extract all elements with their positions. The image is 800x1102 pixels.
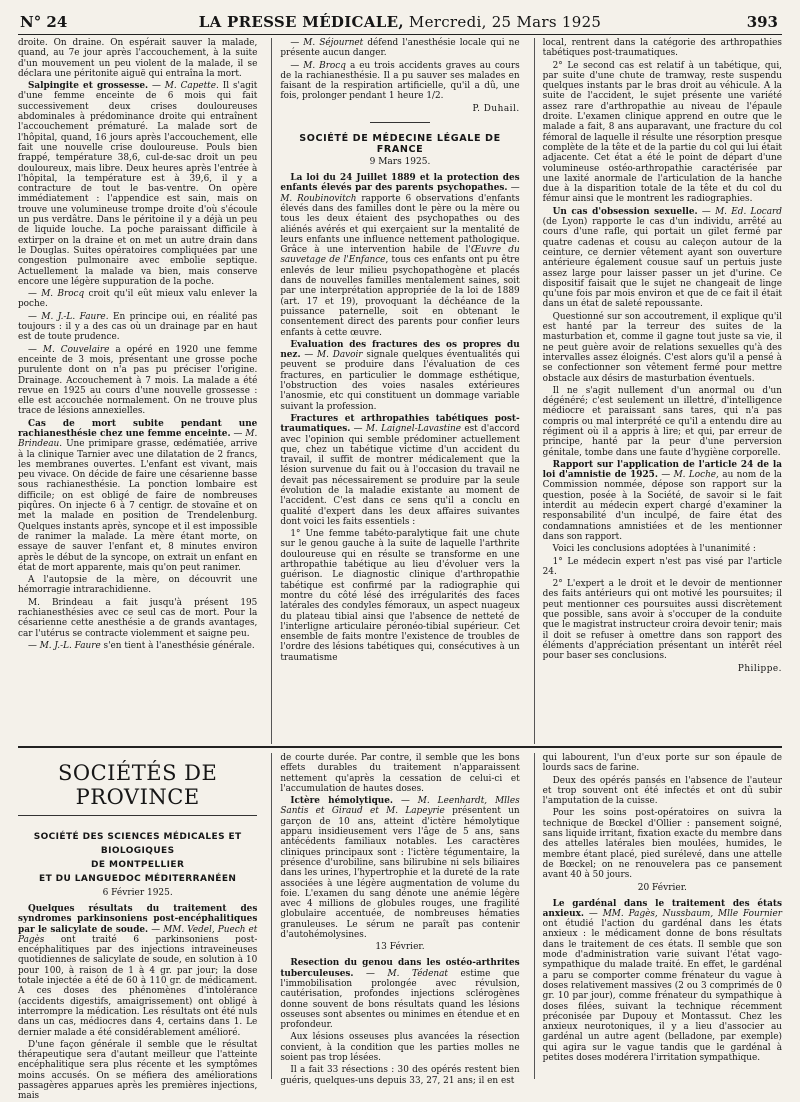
section-divider [18,746,782,748]
section-date: 6 Février 1925. [102,888,173,898]
article-author: — M. J.-L. Faure [28,640,101,651]
paragraph: Il a fait 33 résections : 30 des opérés restent bien guéris, quelques-uns depuis 33, 27, 21 ans; il en est [280,1065,520,1086]
upper-section [18,38,782,744]
paragraph-text: Il s'agit d'une femme enceinte de 6 mois qui fait successivement deux crises douloureuses abdominales à prédominance droite qui entraînent l'accouchement prématuré. La malade sort de l'hôpital, quand, 16 jours après l'accouchement, elle fait une nouvelle crise douloureuse. Pouls bien frappé, température 38,6, cul-de-sac droit un peu douloureux, mais libre. Deux heures après l'entrée à l'hôpital, la température est à 39,6, il y a contracture de tout le bas-ventre. On opère immédiatement : l'appendice est sain, mais on trouve une volumineuse trompe droite d'où s'écoule un pus verdâtre. Dans le péritoine il y a déjà un peu de liquide louche. La poche paraissant difficile à extirper on la draine et on met un autre drain dans le Douglas. Suites opératoires compliquées par une congestion pulmonaire avec embolie septique. Actuellement la malade va bien, mais conserve encore une légère suppuration de la poche. [18,81,258,287]
article-author: — MM. Pagès, Nussbaum, Mlle Fournier [588,908,782,919]
signature: P. Duhail. [472,103,520,114]
article-author: — M. Ed. Locard [701,206,782,217]
paragraph: droite. On draine. On espérait sauver la malade, quand, au 7e jour après l'accouchement, à la suite d'un mouvement un peu violent de la malade, il se déclara une péritonite aiguë qui entraîna la mort. [18,38,258,79]
article-author: — M. Loche, [661,470,719,481]
section-date: 13 Février. [375,942,425,953]
lower-section [18,753,782,1102]
article-author: — M. J.-L. Faure. [28,311,109,322]
paragraph [18,904,257,1038]
paragraph: 1° Une femme tabéto-paralytique fait une chute sur le genou gauche à la suite de laquelle l'arthrite douloureuse qui en résulte se transforme en une arthropathie tabétique au lieu d'évoluer vers la guérison. Le diagnostic clinique d'arthropathie tabétique est confirmé par la radiographie qui montre du côté lésé des irrégularités des faces latérales des condyles fémoraux, un aspect nuageux du plateau tibial ainsi que l'absence de netteté de l'interligne articulaire péronéo-tibial supérieur. Cet ensemble de faits montre l'existence de troubles de l'ordre des lésions tabétiques qui, consécutives à un traumatisme [280,529,520,663]
society-heading-line-3: ET DU LANGUEDOC MÉDITERRANÉEN [39,874,237,884]
paragraph [18,312,257,343]
paragraph-text: défend l'anesthésie locale qui ne présente aucun danger. [280,38,520,59]
article-author: — M. Brocq [290,60,346,71]
article-author: — M. Roubinovitch [280,183,520,204]
page-number: 393 [746,13,778,31]
paragraph [280,173,519,338]
paragraph [280,61,519,102]
paragraph [280,796,519,940]
signature: Philippe. [737,663,782,674]
paragraph-text: croit qu'il eût mieux valu enlever la poche. [18,289,258,310]
paragraph [18,81,257,287]
paragraph-text: , tous ces enfants ont pu être enlevés de leur milieu psychopathogène et placés dans de nouvelles familles mentalement saines, soit par une interprétation appropriée de la loi de 1889 (art. 17 et 19), provoquant la déchéance de la puissance paternelle, soit en obtenant le consentement direct des parents pour confier leurs enfants à cette œuvre. [280,255,520,338]
paragraph-text: En principe oui, en réalité pas toujours : il y a des cas où un drainage par en haut est de toute prudence. [18,311,258,343]
section-heading: SOCIÉTÉS DE PROVINCE [57,761,218,809]
paragraph-text: est d'accord avec l'opinion qui semble prédominer actuellement que, chez un tabétique victime d'un accident du travail, il suffit de montrer médicalement que la lésion survenue du fait ou à l'occasion du travail ne devait pas nécessairement se produire par la seule évolution de la maladie existante au moment de l'accident. C'est dans ce sens qu'il a conclu en qualité d'expert dans les deux affaires suivantes dont voici les faits essentiels : [280,424,520,527]
paragraph [18,345,257,417]
section-date: 9 Mars 1925. [369,157,431,168]
paragraph: Aux lésions osseuses plus avancées la résection convient, à la condition que les parties molles ne soient pas trop lésées. [280,1032,520,1064]
paragraph: 2° L'expert a le droit et le devoir de mentionner des faits antérieurs qui ont motivé les poursuites; il peut mentionner ces poursuites aussi discrètement que possible, sans avoir à s'occuper de la conduite que le magistrat instructeur croira devoir tenir; mais il doit se refuser à omettre dans son rapport des éléments d'appréciation présentant un intérêt réel pour baser ses conclusions. [542,579,782,662]
paragraph: de courte durée. Par contre, il semble que les bons effets durables du traitement n'apparaissent nettement qu'après la cessation de celui-ci et l'accumulation de hautes doses. [280,753,520,794]
divider [18,815,257,816]
journal-title [18,10,782,34]
article-title: Un cas d'obsession sexuelle. [552,206,698,217]
paragraph-text: rapporte 6 observations d'enfants élevés dans des familles dont le père ou la mère ou tous les deux étaient des psychopathes ou des aliénés avérés et qui exerçaient sur la mentalité de leurs enfants une influence nettement pathologique. Grâce à une intervention habile de l' [280,193,520,256]
paragraph: Deux des opérés pansés en l'absence de l'auteur et trop souvent ont été infectés et ont dû subir l'amputation de la cuisse. [542,775,782,807]
paragraph-text: présentent un garçon de 10 ans, atteint d'ictère hémolytique apparu insidieusement vers l'âge de 5 ans, sans antécédents familiaux notables. Les caractères cliniques principaux sont : l'ictère tégumentaire, la présence d'urobiline, sans bilirubine ni sels biliaires dans les urines, l'hypertrophie et la dureté de la rate associées à une légère augmentation de volume du foie. L'examen du sang dénote une anémie légère avec 4 millions de globules rouges, une fragilité globulaire accentuée, de nombreuses hématies granuleuses. Le sérum ne paraît pas contenir d'autohémolysines. [280,806,520,941]
article-title: Cas de mort subite pendant une rachianesthésie chez une femme enceinte. [18,418,258,439]
paragraph-text: a eu trois accidents graves au cours de la rachianesthésie. Il a pu sauver ses malades en faisant de la respiration artificielle, qu'il a dû, une fois, prolonger pendant 1 heure 1/2. [280,60,520,102]
article-title: Le gardénal dans le traitement des états anxieux. [542,898,782,919]
article-author: — M. Tédenat [366,968,448,979]
paragraph-text: s'en tient à l'anesthésie générale. [100,640,255,651]
column-2 [271,38,519,744]
paragraph: qui labourent, l'un d'eux porte sur son épaule de lourds sacs de farine. [542,753,782,774]
article-author: — MM. Vedel, Puech et Pagès [18,924,258,945]
paragraph: M. Brindeau a fait jusqu'à présent 195 rachianesthésies avec ce seul cas de mort. Pour la césarienne cette anesthésie a de grands avantages, car l'utérus se contracte violemment et saigne peu. [18,597,258,639]
paragraph [543,460,782,542]
article-title: Fractures et arthropathies tabétiques post-traumatiques. [280,413,520,435]
section-title: SOCIÉTÉ DE MÉDECINE LÉGALE DE FRANCE [299,133,501,156]
column-1 [18,38,257,744]
issue-number: N° 24 [20,13,68,31]
article-author: — M. Séjournet [290,38,364,48]
bottom-column-1 [18,753,258,1102]
bottom-column-2 [271,753,520,1086]
article-title: Resection du genou dans les ostéo-arthrites tuberculeuses. [280,958,520,979]
society-heading-line-1: SOCIÉTÉ DES SCIENCES MÉDICALES ET BIOLOGIQUES [33,832,242,856]
paragraph [543,899,782,1064]
society-heading-line-2: DE MONTPELLIER [91,860,185,870]
article-author: — M. Leenhardt, Mlles Santis et Giraud et M. Lapeyrie [280,796,520,817]
paragraph [18,289,257,310]
paragraph: Pour les soins post-opératoires on suivra la technique de Bœckel d'Ollier : pansement soigné, sans liquide irritant, fixation exacte du membre dans des attelles latérales bien moulées, humides, le membre étant placé, pied surélevé, dans une attelle de Bœckel; on ne renouvelera pas ce pansement avant 40 à 50 jours. [542,808,782,881]
article-author: — M. Davoir [304,350,363,361]
paragraph-text: au nom de la Commission nommée, dépose son rapport sur la question, posée à la Société, de savoir si le fait interdit au médecin expert chargé d'examiner la responsabilité d'un inculpé, de faire état des condamnations amnistiées et de les mentionner dans son rapport. [542,470,782,542]
paragraph: local, rentrent dans la catégorie des arthropathies tabétiques post-traumatiques. [542,38,782,59]
article-title: Ictère hémolytique. [290,796,393,807]
paragraph: Voici les conclusions adoptées à l'unanimité : [552,544,756,555]
divider [370,122,430,123]
paragraph-text: estime que l'immobilisation prolongée avec révulsion, cautérisation, profondes injections sclérogènes donne souvent de bons résultats quand les lésions osseuses sont absentes ou minimes en étendue et en profondeur. [280,968,520,1031]
paragraph: A l'autopsie de la mère, on découvrit une hémorragie intrarachidienne. [18,575,258,596]
page-header [18,10,782,35]
paragraph: D'une façon générale il semble que le résultat thérapeutique sera d'autant meilleur que l'atteinte encéphalitique sera plus récente et les symptômes moins accusés. On se méfiera des améliorations passagères apparues après les premières injections, mais [18,1039,258,1102]
journal-name: LA PRESSE MÉDICALE, [198,13,404,31]
article-title: Quelques résultats du traitement des syndromes parkinsoniens post-encéphalitiques par le salicylate de soude. [18,904,258,935]
paragraph [18,419,257,573]
paragraph: Questionné sur son accoutrement, il explique qu'il est hanté par la terreur des suites de la masturbation et, comme il gagne tout juste sa vie, il ne peut guère avoir de relations sexuelles qu'à des intervalles assez éloignés. C'est alors qu'il a pensé à se confectionner son vêtement fermé pour mettre obstacle aux désirs de masturbation éventuels. [542,311,782,384]
paragraph: 2° Le second cas est relatif à un tabétique, qui, par suite d'une chute de tramway, reste suspendu quelques instants par le bras droit au véhicule. A la suite de l'accident, le sujet présente une variété assez rare d'arthropathie au niveau de l'épaule droite. L'examen clinique apprend en outre que le malade a fait, 8 ans auparavant, une fracture du col fémoral de laquelle il résulte une résorption presque complète de la tête et de la partie du col qui lui était adjacente. Cet état a été le point de départ d'une volumineuse ostéo-arthropathie caractérisée par une laxité anormale de l'articulation de la hanche due à la disparition totale de la tête et du col du fémur ainsi que le montrent les radiographies. [542,60,782,205]
article-author: — M. Brocq [28,289,85,300]
article-author: — M. Capette. [152,81,219,92]
paragraph [18,641,257,651]
paragraph-text: a opéré en 1920 une femme enceinte de 3 mois, présentant une grosse poche purulente dont on n'a pas pu préciser l'origine. Drainage. Accouchement à 7 mois. La malade a été revue en 1925 au cours d'une nouvelle grossesse : elle est accouchée normalement. On ne trouve plus trace de lésions annexielles. [18,344,258,417]
issue-date: Mercredi, 25 Mars 1925 [408,13,602,31]
paragraph [280,38,519,59]
paragraph [280,340,519,412]
paragraph-text: ont étudié l'action du gardénal dans les états anxieux : le médicament donne de bons résultats dans le traitement de ces états. Il semble que son mode d'administration varie suivant l'état vago-sympathique du malade traité. En effet, le gardénal a paru se comporter comme frénateur du vague à doses relativement massives (2 ou 3 comprimés de 0 gr. 10 par jour), comme frénateur du sympathique à doses filées, suivant la technique récemment préconisée par Dupouy et Montassut. Chez les anxieux neurotoniques, il y a lieu d'associer au gardénal un autre agent (belladone, par exemple) qui agira sur le vague tandis que le gardénal à petites doses modérera l'irritation sympathique. [542,919,782,1064]
paragraph [280,958,519,1030]
section-date: 20 Février. [637,882,687,893]
article-author: — M. Laignel-Lavastine [353,424,461,435]
column-3 [534,38,782,744]
paragraph-text: signale quelques éventualités qui peuvent se produire dans l'évaluation de ces fractures, en particulier le dommage esthétique, l'obstruction des voies nasales extérieures l'anosmie, etc qui constituent un dommage variable suivant la profession. [280,350,520,412]
article-title: Evaluation des fractures des os propres du nez. [280,339,520,361]
paragraph: 1° Le médecin expert n'est pas visé par l'article 24. [542,556,782,577]
article-author: — M. Brindeau. [18,428,258,450]
article-title: La loi du 24 Juillet 1889 et la protection des enfants élevés par des parents psychopathes. [280,173,520,194]
article-title: Salpingite et grossesse. [28,81,149,92]
italic-text: Œuvre du sauvetage de l'Enfance [280,245,520,266]
paragraph-text: Une primipare grasse, œdématiée, arrive à la clinique Tarnier avec une dilatation de 2 francs, les membranes ouvertes. L'enfant est vivant, mais peu vivace. On décide de faire une césarienne basse sous rachianesthésie. La ponction lombaire est difficile; on est obligé de faire de nombreuses piqûres. On injecte 6 à 7 centigr. de stovaïne et on met la malade en position de Trendelenburg. Quelques instants après, syncope et il est impossible de ranimer la malade. La mère étant morte, on essaye de sauver l'enfant et, 8 minutes environ après le début de la syncope, on extrait un enfant en état de mort apparente, mais qu'on peut ranimer. [18,439,258,573]
paragraph-text: (de Lyon) rapporte le cas d'un individu, arrêté au cours d'une rafle, qui portait un gilet fermé par quatre cadenas et cousu au caleçon autour de la ceinture, ce dernier vêtement ayant son ouverture antérieure également cousue sauf un pertuis juste assez large pour laisser passer un jet d'urine. Ce dispositif faisait que le sujet ne changeait de linge qu'une fois par mois environ et que de ce fait il était dans un état de saleté repoussante. [542,217,782,310]
article-title: Rapport sur l'application de l'article 24 de la loi d'amnistie de 1925. [542,459,782,481]
article-author: — M. Couvelaire [28,344,110,355]
paragraph: Il ne s'agit nullement d'un anormal ou d'un dégénéré; c'est seulement un illettré, d'intelligence médiocre et paraissant sans tares, qui n'a pas compris ou mal interprété ce qu'il a entendu dire au régiment où il a appris à lire; et qui, par erreur de principe, hanté par la peur d'une perversion génitale, tombe dans une faute d'hygiène corporelle. [542,385,782,458]
bottom-column-3 [534,753,782,1079]
paragraph-text: ont traité 6 parkinsoniens post-encéphalitiques par des injections intraveineuses quotidiennes de salicylate de soude, en solution à 10 pour 100, à raison de 1 à 4 gr. par jour; la dose totale injectée a été de 60 à 110 gr. de médicament. A ces doses des phénomènes d'intolérance (accidents digestifs, amaigrissement) ont obligé à interrompre la médication. Les résultats ont été nuls dans un cas, médiocres dans 4, certains dans 1. Le dernier malade a été considérablement amélioré. [18,934,258,1038]
paragraph [280,414,519,527]
paragraph [543,207,782,310]
